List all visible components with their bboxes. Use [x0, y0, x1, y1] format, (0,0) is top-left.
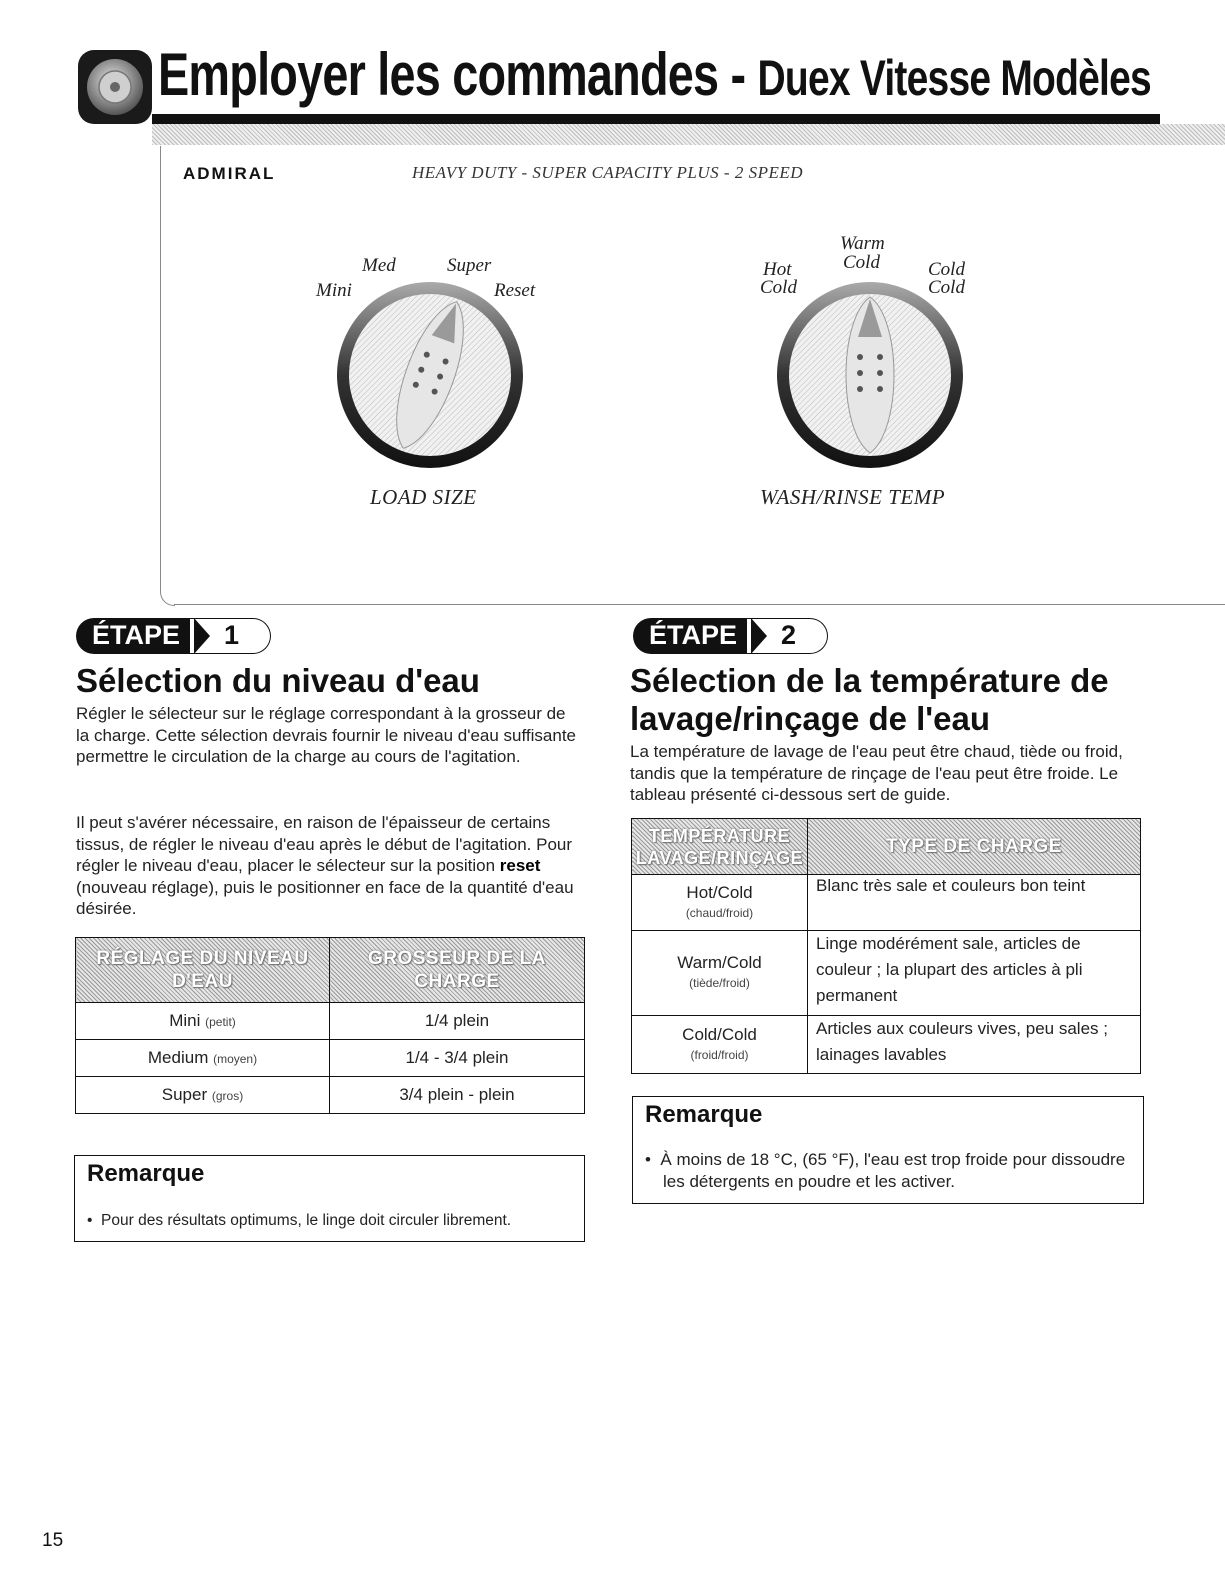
load-label-med: Med — [362, 255, 396, 276]
setting-note: (gros) — [211, 1089, 244, 1103]
header-band — [152, 124, 1225, 145]
step-1-paragraph-1: Régler le sélecteur sur le réglage correspondant à la grosseur de la charge. Cette sélection devrais fournir le niveau d'eau suffisante permettre le circulation de la charge au cours de l'agitation. — [76, 704, 577, 766]
remark-bullet: • Pour des résultats optimums, le linge doit circuler librement. — [87, 1212, 512, 1229]
temp-name: Warm/Cold — [677, 953, 762, 972]
model-line: HEAVY DUTY - SUPER CAPACITY PLUS - 2 SPEED — [412, 163, 804, 182]
step-badge-arrow — [194, 618, 210, 654]
step-2-heading-line-2: lavage/rinçage de l'eau — [630, 700, 991, 737]
step-1-paragraph-2b: (nouveau réglage), puis le positionner en face de la quantité d'eau désirée. — [76, 877, 574, 918]
table-row — [632, 1016, 1141, 1074]
load-size-caption: LOAD SIZE — [370, 485, 477, 509]
temp-label-warm-cold: Cold — [843, 252, 880, 273]
setting-name: Medium — [147, 1048, 209, 1067]
remark-text: Pour des résultats optimums, le linge doit circuler librement. — [101, 1212, 512, 1229]
load-label-mini: Mini — [316, 280, 352, 301]
temp-name: Cold/Cold — [682, 1024, 757, 1044]
step-badge-label: ÉTAPE — [92, 620, 181, 650]
header-rule — [152, 114, 1160, 124]
remark-title: Remarque — [645, 1101, 763, 1128]
setting-note: (moyen) — [213, 1052, 258, 1066]
table-header: TYPE DE CHARGE — [808, 819, 1141, 875]
temp-label-warm: Warm — [840, 233, 885, 254]
temp-label-cold-cold: Cold — [928, 277, 965, 298]
temp-label-hot: Hot — [763, 259, 792, 280]
table-cell-size: 1/4 plein — [330, 1003, 585, 1040]
table-cell-type: Blanc très sale et couleurs bon teint — [808, 875, 1141, 931]
step-badge-label: ÉTAPE — [649, 620, 738, 650]
wash-rinse-caption: WASH/RINSE TEMP — [760, 485, 946, 509]
reset-keyword: reset — [499, 856, 541, 875]
page-title-main: Employer les commandes - — [158, 41, 758, 108]
setting-note: (petit) — [205, 1015, 236, 1029]
step-1-paragraph-2a: Il peut s'avérer nécessaire, en raison de l'épaisseur de certains tissus, de régler le niveau d'eau après le début de l'agitation. Pour régler le niveau d'eau, placer le sélecteur sur la position — [76, 813, 573, 875]
page-title-sub: Duex Vitesse Modèles — [757, 50, 1151, 106]
table-header: GROSSEUR DE LA CHARGE — [330, 938, 585, 1003]
panel-border-bottom — [174, 604, 1225, 605]
temperature-table — [631, 818, 1141, 1074]
setting-name: Mini — [169, 1011, 201, 1030]
step-number: 2 — [781, 620, 797, 650]
remark-text: À moins de 18 °C, (65 °F), l'eau est trop froide pour dissoudre les détergents en poudre et les activer. — [660, 1150, 1126, 1191]
page-title — [158, 40, 1151, 113]
step-2-paragraph: La température de lavage de l'eau peut être chaud, tiède ou froid, tandis que la température de rinçage de l'eau peut être froide. Le tableau présenté ci-dessous sert de guide. — [630, 742, 1123, 804]
table-row — [76, 1040, 585, 1077]
panel-border-corner — [160, 575, 175, 606]
table-cell-setting — [76, 1077, 330, 1114]
table-cell-size: 1/4 - 3/4 plein — [330, 1040, 585, 1077]
step-number: 1 — [224, 620, 240, 650]
table-cell-temp — [632, 931, 808, 1016]
temp-note: (chaud/froid) — [685, 905, 754, 920]
table-header: TEMPÉRATURE LAVAGE/RINÇAGE — [632, 819, 808, 875]
load-size-dial[interactable] — [330, 275, 530, 475]
wash-rinse-temp-dial[interactable] — [770, 275, 970, 475]
temp-note: (froid/froid) — [690, 1047, 749, 1062]
table-header-row — [632, 819, 1141, 875]
brand-logo: ADMIRAL — [183, 164, 276, 183]
table-row — [76, 1077, 585, 1114]
table-header: RÉGLAGE DU NIVEAU D'EAU — [76, 938, 330, 1003]
table-row — [76, 1003, 585, 1040]
temp-note: (tiède/froid) — [689, 976, 750, 990]
temp-label-hot-cold: Cold — [760, 277, 797, 298]
step-2-heading-line-1: Sélection de la température de — [630, 662, 1109, 699]
table-cell-setting — [76, 1040, 330, 1077]
temp-label-cold: Cold — [928, 259, 965, 280]
controls-knob-icon — [78, 50, 152, 124]
table-cell-size: 3/4 plein - plein — [330, 1077, 585, 1114]
table-row — [632, 931, 1141, 1016]
step-badge-arrow — [751, 618, 767, 654]
load-label-super: Super — [447, 255, 492, 276]
step-1-remark-box — [74, 1155, 585, 1242]
table-cell-setting — [76, 1003, 330, 1040]
remark-title: Remarque — [87, 1160, 205, 1187]
step-1-heading: Sélection du niveau d'eau — [76, 662, 480, 699]
water-level-table — [75, 937, 585, 1114]
load-label-reset: Reset — [494, 280, 536, 301]
step-1-paragraph-2 — [76, 812, 586, 920]
table-header-row — [76, 938, 585, 1003]
table-cell-type: Articles aux couleurs vives, peu sales ; lainages lavables — [808, 1016, 1141, 1074]
page-number: 15 — [42, 1530, 64, 1551]
table-cell-temp — [632, 875, 808, 931]
temp-name: Hot/Cold — [686, 882, 753, 902]
step-2-remark-box — [632, 1096, 1144, 1204]
table-cell-temp — [632, 1016, 808, 1074]
remark-bullet: • À moins de 18 °C, (65 °F), l'eau est trop froide pour dissoudre les détergents en poudre et les activer. — [645, 1150, 1126, 1191]
panel-border-left — [160, 146, 161, 586]
table-row — [632, 875, 1141, 931]
table-cell-type: Linge modérément sale, articles de couleur ; la plupart des articles à pli permanent — [808, 931, 1141, 1016]
setting-name: Super — [161, 1085, 208, 1104]
